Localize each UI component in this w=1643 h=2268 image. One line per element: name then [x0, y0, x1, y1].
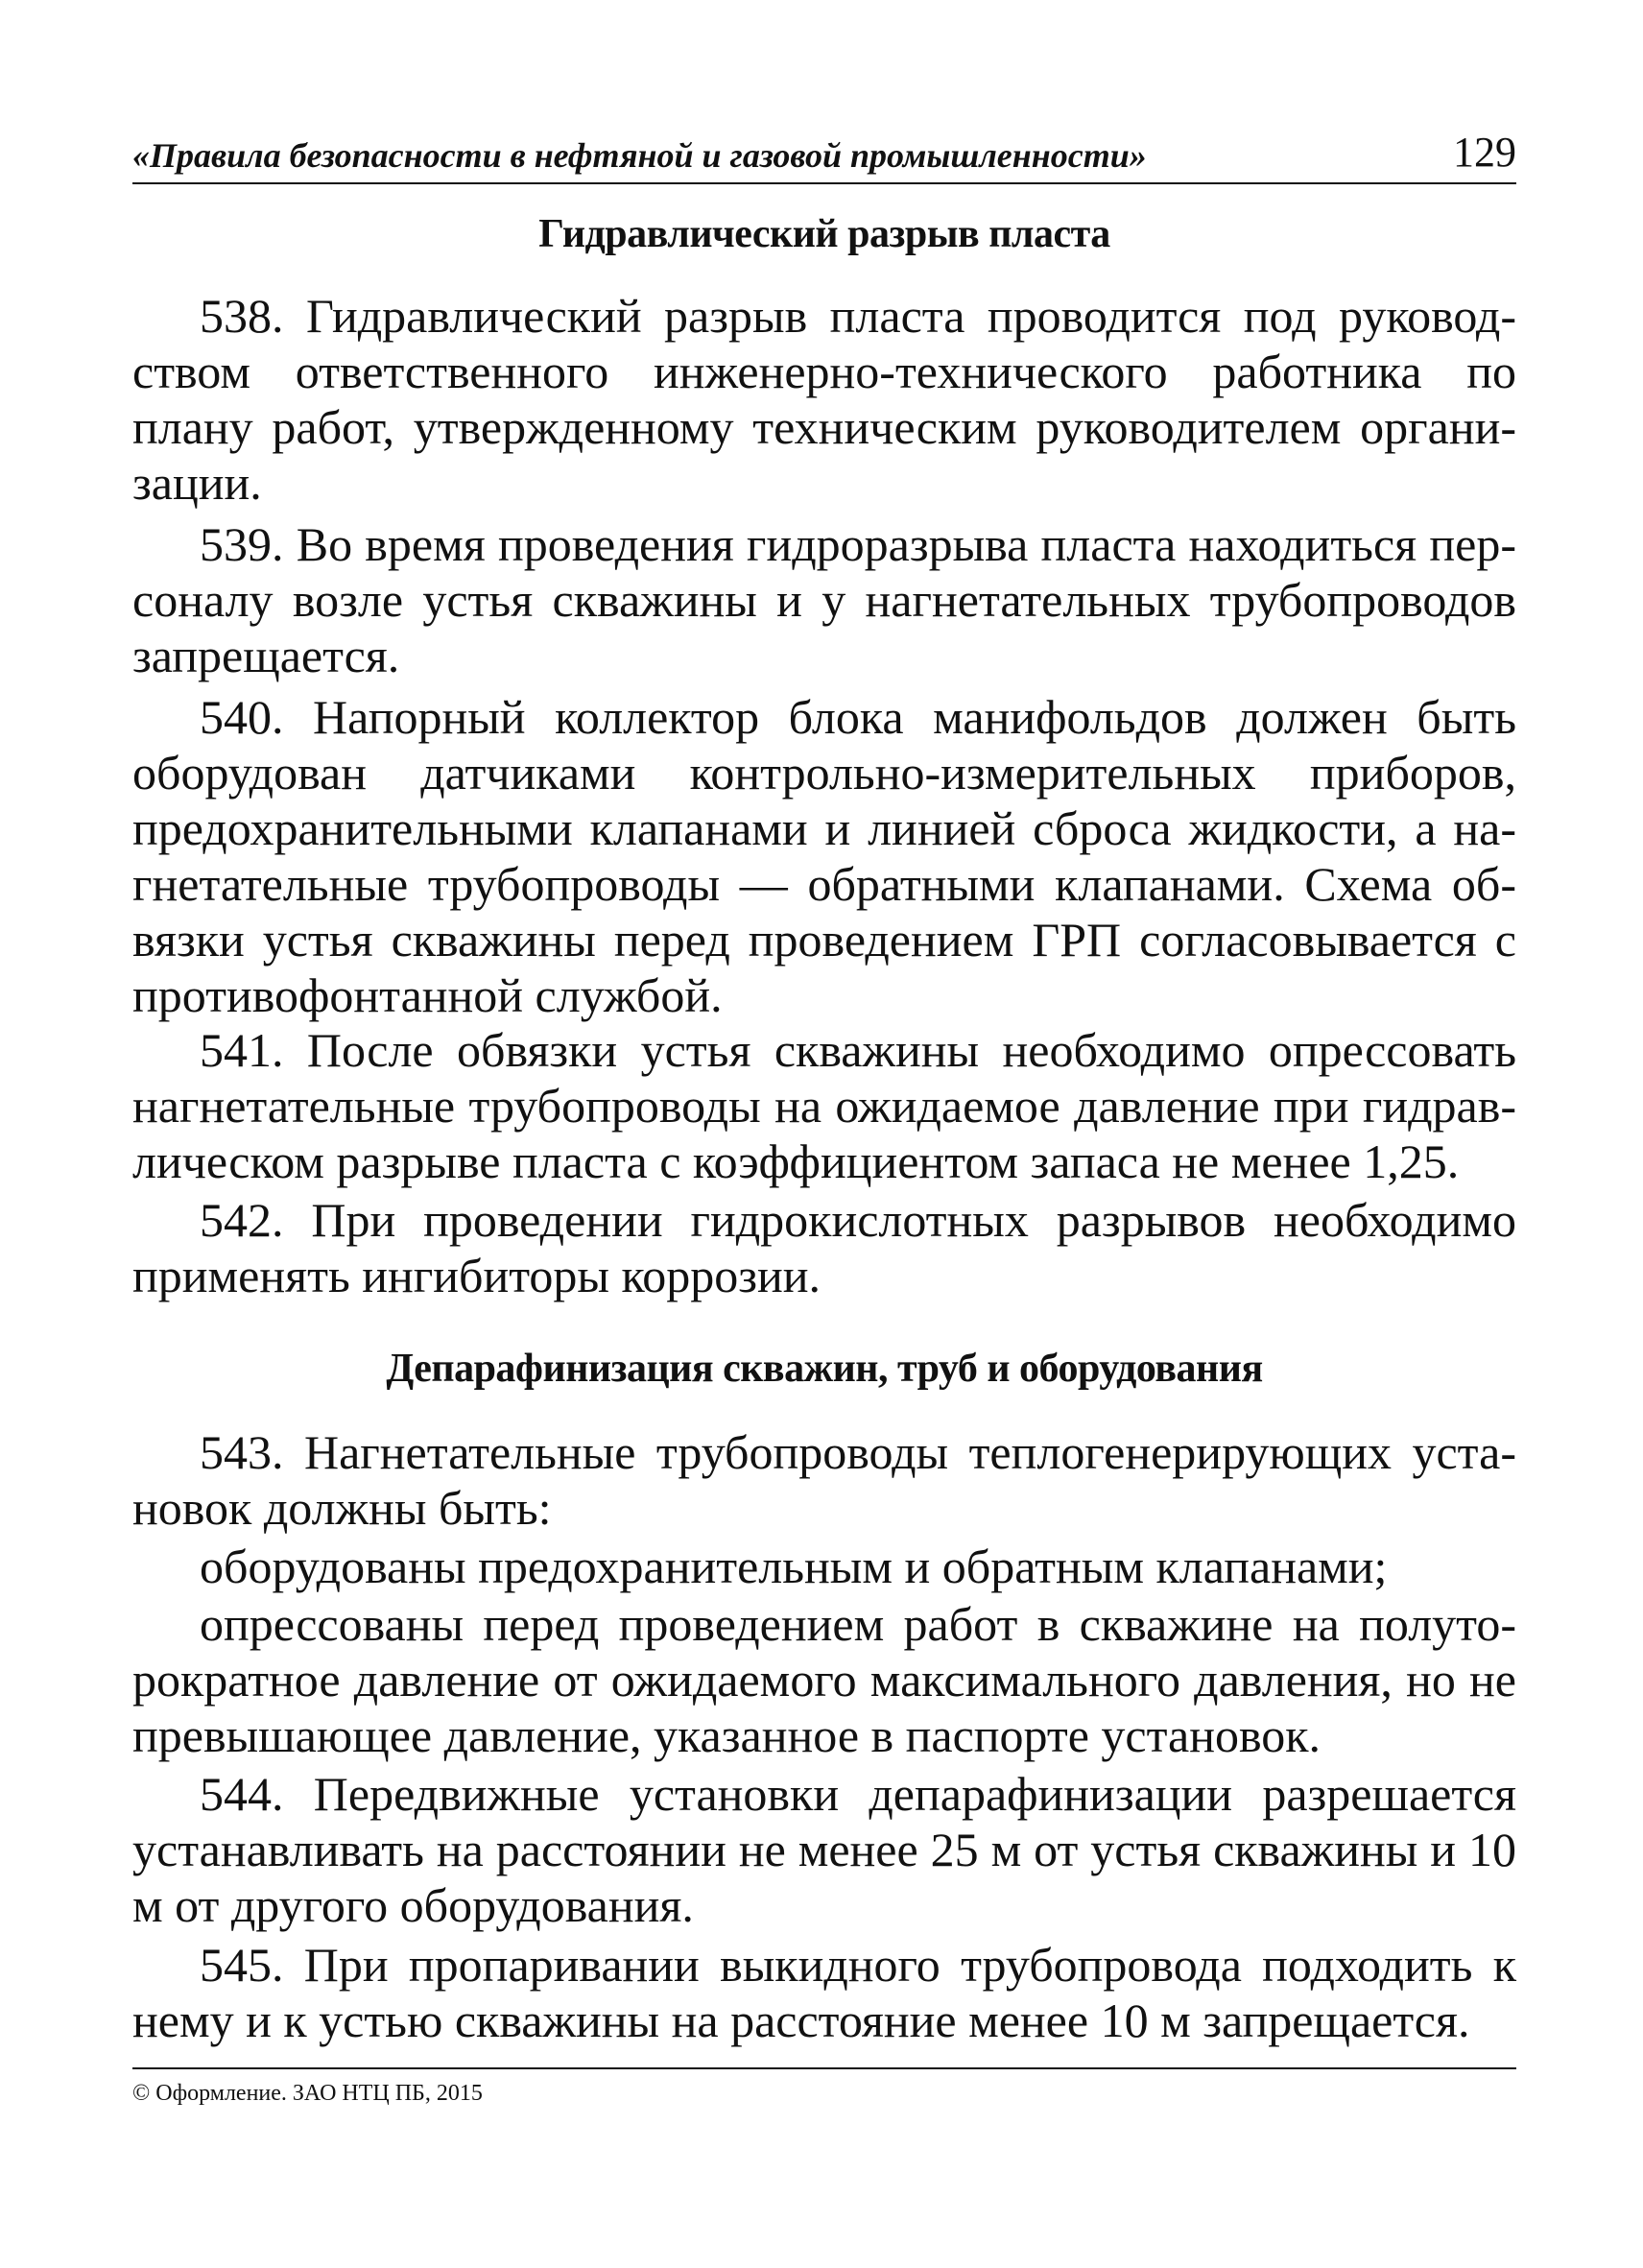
running-header [132, 129, 1516, 184]
paragraph-542: 542. При проведении гидрокислотных разрывов необходимо применять ингибиторы коррозии. [132, 1193, 1516, 1302]
paragraph-544: 544. Передвижные установки депарафинизации разрешается устанавливать на расстоянии не менее 25 м от устья скважины и 10 м от другого оборудования. [132, 1767, 1516, 1932]
page-number: 129 [1453, 129, 1516, 176]
section-heading-deparaffinization: Депарафинизация скважин, труб и оборудования [386, 1347, 1263, 1391]
paragraph-543-item-1: оборудованы предохранительным и обратным клапанами; [200, 1540, 1388, 1593]
footer-rule [132, 2067, 1516, 2069]
section-heading-hydraulic-fracturing: Гидравлический разрыв пласта [538, 212, 1110, 256]
running-title: «Правила безопасности в нефтяной и газовой промышленности» [132, 136, 1147, 175]
paragraph-543: 543. Нагнетательные трубопроводы теплогенерирующих установок должны быть: [132, 1425, 1516, 1535]
footer-copyright: © Оформление. ЗАО НТЦ ПБ, 2015 [132, 2081, 483, 2106]
document-page [132, 0, 1516, 2268]
paragraph-539: 539. Во время проведения гидроразрыва пласта находиться персоналу возле устья скважины и у нагнетательных трубопроводов запрещается. [132, 517, 1516, 682]
paragraph-541: 541. После обвязки устья скважины необходимо опрессовать нагнетательные трубопроводы на ожидаемое давление при гидравлическом разрыве пласта с коэффициентом запаса не менее 1,25. [132, 1023, 1516, 1188]
paragraph-538: 538. Гидравлический разрыв пласта проводится под руководством ответственного инженерно-технического работника по плану работ, утвержденному техническим руководителем организации. [132, 289, 1516, 510]
paragraph-540: 540. Напорный коллектор блока манифольдов должен быть оборудован датчиками контрольно-измерительных приборов, предохранительными клапанами и линией сброса жидкости, а нагнетательные трубопроводы — обратными клапанами. Схема обвязки устья скважины перед проведением ГРП согласовывается с противофонтанной службой. [132, 690, 1516, 1022]
paragraph-545: 545. При пропаривании выкидного трубопровода подходить к нему и к устью скважины на расстояние менее 10 м запрещается. [132, 1938, 1516, 2047]
paragraph-543-item-2: опрессованы перед проведением работ в скважине на полуторократное давление от ожидаемого максимального давления, но не превышающее давление, указанное в паспорте установок. [132, 1597, 1516, 1762]
